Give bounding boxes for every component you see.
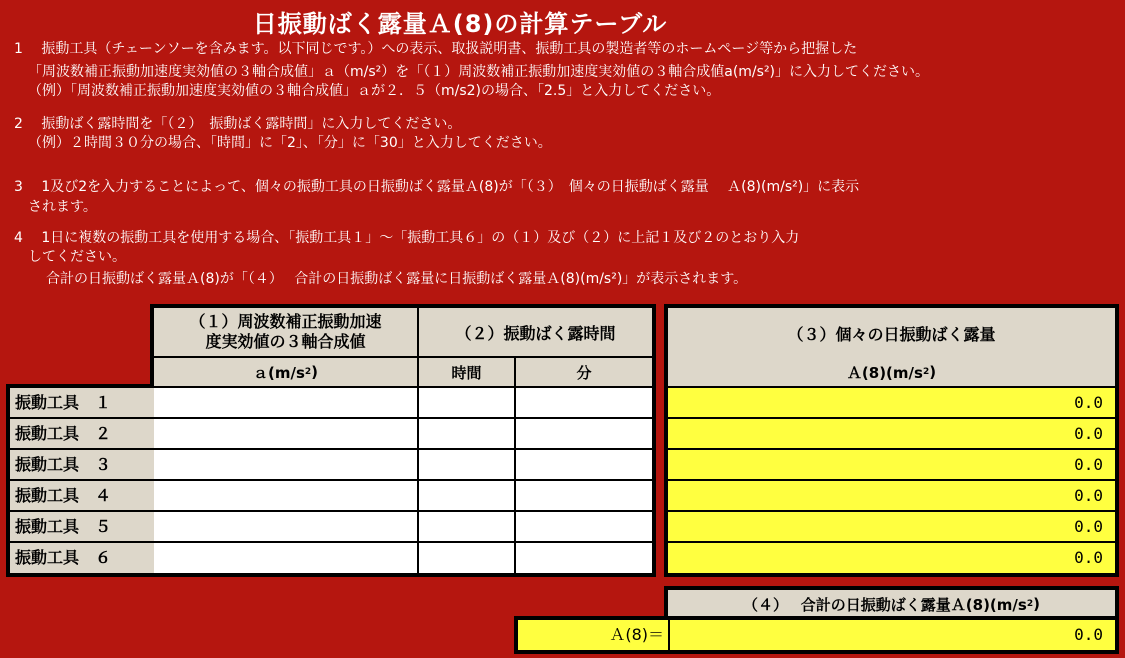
input-a-row5[interactable]: [154, 512, 417, 541]
input-a-row3[interactable]: [154, 450, 417, 479]
col2-hours-header: 時間: [419, 358, 514, 386]
instruction-1: 1 振動工具（チェーンソーを含みます。以下同じです。）への表示、取扱説明書、振動工具の製造者等のホームページ等から把握した: [14, 41, 858, 57]
total-header: （４） 合計の日振動ばく露量Ａ(8)(m/s 2 ): [668, 590, 1115, 618]
input-a-row2[interactable]: [154, 419, 417, 448]
instruction-4-cont: してください。: [28, 249, 126, 265]
row-label-2: 振動工具 ２: [10, 419, 154, 448]
col3-header: （３）個々の日振動ばく露量: [668, 308, 1115, 358]
input-hours-row4[interactable]: [419, 481, 514, 510]
row-label-3: 振動工具 ３: [10, 450, 154, 479]
row-label-1: 振動工具 １: [10, 388, 154, 417]
instruction-1-example: （例）「周波数補正振動加速度実効値の３軸合成値」ａが２．５（m/s2)の場合、「2.5」と入力してください。: [28, 83, 721, 99]
output-table: [664, 304, 1119, 577]
col1-header-line2: 度実効値の３軸合成値: [205, 332, 366, 351]
input-minutes-row1[interactable]: [516, 388, 652, 417]
input-hours-row5[interactable]: [419, 512, 514, 541]
result-row2: 0.0: [668, 419, 1115, 448]
instruction-3-cont: されます。: [28, 199, 97, 215]
instruction-2: 2 振動ばく露時間を「（２） 振動ばく露時間」に入力してください。: [14, 116, 462, 132]
result-row6: 0.0: [668, 543, 1115, 573]
result-row4: 0.0: [668, 481, 1115, 510]
row-label-5: 振動工具 ５: [10, 512, 154, 541]
instruction-1-cont: 「周波数補正振動加速度実効値の３軸合成値」ａ（m/s²）を「（１）周波数補正振動加速度実効値の３軸合成値a(m/s²)」に入力してください。: [28, 64, 930, 80]
total-label: Ａ(8)＝: [518, 620, 668, 650]
input-table: [150, 304, 656, 577]
input-minutes-row6[interactable]: [516, 543, 652, 573]
result-row3: 0.0: [668, 450, 1115, 479]
input-hours-row3[interactable]: [419, 450, 514, 479]
input-minutes-row2[interactable]: [516, 419, 652, 448]
instruction-3: 3 1及び2を入力することによって、個々の振動工具の日振動ばく露量Ａ(8)が「（３） 個々の日振動ばく露量 Ａ(8)(m/s²)」に表示: [14, 179, 860, 195]
total-value: 0.0: [670, 620, 1115, 650]
input-minutes-row5[interactable]: [516, 512, 652, 541]
col3-unit: Ａ(8)(m/s 2 ): [668, 358, 1115, 386]
input-minutes-row4[interactable]: [516, 481, 652, 510]
result-row1: 0.0: [668, 388, 1115, 417]
col2-minutes-header: 分: [516, 358, 652, 386]
input-a-row4[interactable]: [154, 481, 417, 510]
input-a-row1[interactable]: [154, 388, 417, 417]
col1-header-line1: （１）周波数補正振動加速: [189, 312, 382, 331]
row-label-4: 振動工具 ４: [10, 481, 154, 510]
input-hours-row6[interactable]: [419, 543, 514, 573]
input-hours-row2[interactable]: [419, 419, 514, 448]
col1-unit: ａ(m/s 2 ): [154, 358, 417, 386]
instruction-4-total: 合計の日振動ばく露量Ａ(8)が「（４） 合計の日振動ばく露量に日振動ばく露量Ａ(8)(m/s²)」が表示されます。: [46, 271, 748, 287]
result-row5: 0.0: [668, 512, 1115, 541]
instruction-4: 4 1日に複数の振動工具を使用する場合、「振動工具１」～「振動工具６」の（１）及び（２）に上記１及び２のとおり入力: [14, 230, 800, 246]
input-minutes-row3[interactable]: [516, 450, 652, 479]
col2-header: （２）振動ばく露時間: [419, 308, 652, 356]
row-labels: [6, 384, 154, 577]
instruction-2-example: （例）２時間３０分の場合、「時間」に「2」、「分」に「30」と入力してください。: [28, 135, 552, 151]
total-box: [514, 616, 1119, 654]
col1-header: [154, 308, 417, 356]
page-title: 日振動ばく露量Ａ(8)の計算テーブル: [252, 10, 668, 38]
row-label-6: 振動工具 ６: [10, 543, 154, 573]
input-a-row6[interactable]: [154, 543, 417, 573]
total-header-box: [664, 586, 1119, 618]
input-hours-row1[interactable]: [419, 388, 514, 417]
